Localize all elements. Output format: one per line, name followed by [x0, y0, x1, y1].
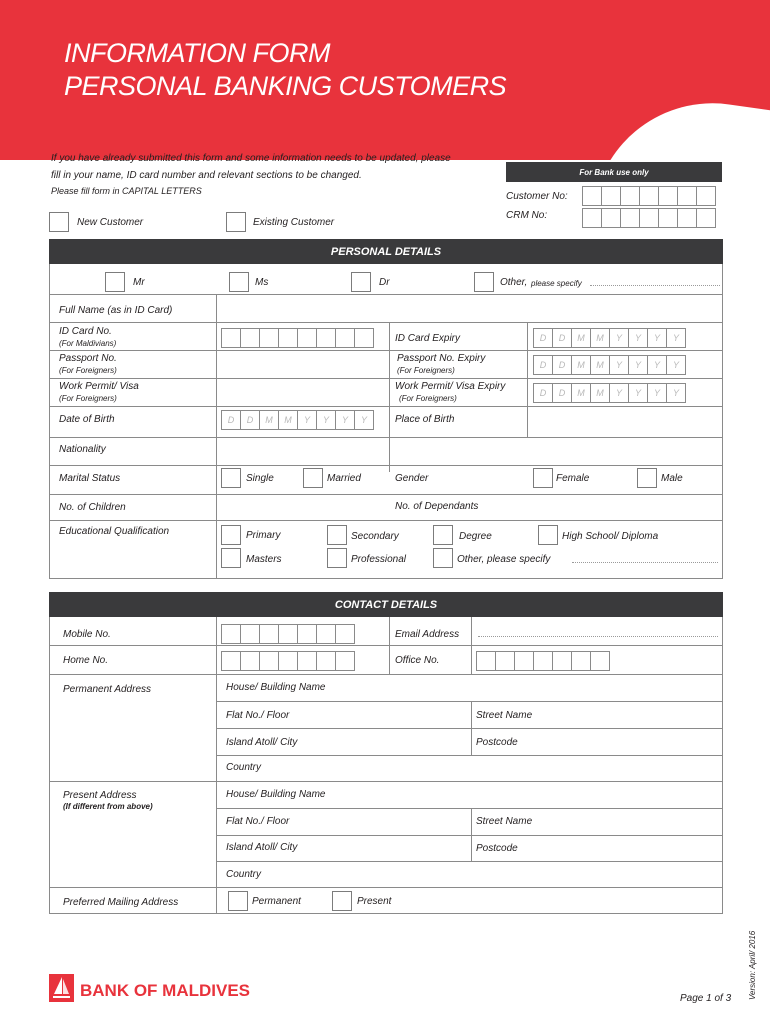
customer-no-cells[interactable] [582, 186, 715, 206]
work-permit-field[interactable] [217, 379, 388, 405]
id-card-note: (For Maldivians) [59, 339, 117, 348]
mail-permanent-checkbox[interactable] [228, 891, 248, 911]
intro-line3: Please fill form in CAPITAL LETTERS [51, 186, 202, 196]
full-name-label: Full Name (as in ID Card) [59, 305, 173, 316]
title-mr-checkbox[interactable] [105, 272, 125, 292]
contact-details-header: CONTACT DETAILS [49, 592, 723, 617]
id-card-cells[interactable] [221, 328, 373, 348]
form-title-line1: INFORMATION FORM [64, 38, 330, 68]
perm-postcode-label: Postcode [476, 737, 518, 748]
present-address-note: (If different from above) [63, 802, 153, 811]
email-label: Email Address [395, 629, 460, 640]
date-cell[interactable]: D [552, 383, 572, 403]
date-cell[interactable]: D [552, 328, 572, 348]
children-label: No. of Children [59, 502, 126, 513]
crm-no-label: CRM No: [506, 210, 548, 221]
date-cell[interactable]: Y [335, 410, 355, 430]
perm-street-label: Street Name [476, 710, 533, 721]
date-cell[interactable]: Y [647, 383, 667, 403]
bank-use-header: For Bank use only [506, 162, 722, 182]
edu-masters-checkbox[interactable] [221, 548, 241, 568]
nationality-label: Nationality [59, 444, 106, 455]
male-checkbox[interactable] [637, 468, 657, 488]
existing-customer-label: Existing Customer [253, 217, 335, 228]
date-cell[interactable]: D [221, 410, 241, 430]
pres-flat-label: Flat No./ Floor [226, 816, 290, 827]
id-card-label: ID Card No. [59, 326, 112, 337]
page-number: Page 1 of 3 [680, 993, 732, 1004]
mobile-cells[interactable] [221, 624, 354, 644]
perm-island-label: Island Atoll/ City [226, 737, 298, 748]
married-label: Married [327, 473, 361, 484]
present-address-label: Present Address [63, 790, 137, 801]
female-checkbox[interactable] [533, 468, 553, 488]
date-cell[interactable]: Y [666, 383, 686, 403]
mail-permanent-label: Permanent [252, 896, 301, 907]
id-expiry-date-cells[interactable] [533, 328, 685, 348]
place-of-birth-field[interactable] [528, 407, 721, 436]
title-mr-label: Mr [133, 277, 145, 288]
work-permit-expiry-label: Work Permit/ Visa Expiry [395, 381, 506, 392]
intro-line1: If you have already submitted this form and some information needs to be updated, please [51, 153, 451, 164]
passport-label: Passport No. [59, 353, 117, 364]
personal-details-header: PERSONAL DETAILS [49, 239, 723, 264]
dob-label: Date of Birth [59, 414, 115, 425]
work-permit-expiry-note: (For Foreigners) [399, 394, 457, 403]
edu-primary-checkbox[interactable] [221, 525, 241, 545]
work-permit-label: Work Permit/ Visa [59, 381, 139, 392]
date-cell[interactable]: Y [316, 410, 336, 430]
passport-note: (For Foreigners) [59, 366, 117, 375]
married-checkbox[interactable] [303, 468, 323, 488]
date-cell[interactable]: Y [354, 410, 374, 430]
title-other-checkbox[interactable] [474, 272, 494, 292]
date-cell[interactable]: D [533, 328, 553, 348]
date-cell[interactable]: Y [628, 383, 648, 403]
pres-island-label: Island Atoll/ City [226, 842, 298, 853]
title-other-specify: please specify [531, 279, 582, 288]
bank-logo-icon [49, 974, 74, 1002]
email-field[interactable] [478, 636, 718, 637]
mail-present-checkbox[interactable] [332, 891, 352, 911]
form-title-line2: PERSONAL BANKING CUSTOMERS [64, 71, 507, 101]
dependants-field[interactable] [528, 495, 721, 519]
date-cell[interactable]: M [278, 410, 298, 430]
edu-professional-label: Professional [351, 554, 407, 565]
date-cell[interactable]: M [259, 410, 279, 430]
edu-other-field[interactable] [572, 562, 718, 563]
date-cell[interactable]: Y [647, 328, 667, 348]
date-cell[interactable]: Y [297, 410, 317, 430]
mobile-label: Mobile No. [63, 629, 111, 640]
new-customer-label: New Customer [77, 217, 144, 228]
edu-masters-label: Masters [246, 554, 282, 565]
date-cell[interactable]: Y [666, 328, 686, 348]
existing-customer-checkbox[interactable] [226, 212, 246, 232]
title-dr-label: Dr [379, 277, 390, 288]
passport-expiry-label: Passport No. Expiry [397, 353, 486, 364]
permanent-address-label: Permanent Address [63, 684, 152, 695]
dob-date-cells[interactable] [221, 410, 373, 430]
edu-degree-checkbox[interactable] [433, 525, 453, 545]
title-ms-label: Ms [255, 277, 269, 288]
date-cell[interactable]: D [533, 383, 553, 403]
title-dr-checkbox[interactable] [351, 272, 371, 292]
single-label: Single [246, 473, 274, 484]
female-label: Female [556, 473, 590, 484]
office-no-label: Office No. [395, 655, 440, 666]
male-label: Male [661, 473, 683, 484]
work-permit-expiry-date-cells[interactable] [533, 383, 685, 403]
gender-label: Gender [395, 473, 429, 484]
place-of-birth-label: Place of Birth [395, 414, 455, 425]
edu-secondary-checkbox[interactable] [327, 525, 347, 545]
mail-present-label: Present [357, 896, 392, 907]
single-checkbox[interactable] [221, 468, 241, 488]
pres-house-label: House/ Building Name [226, 789, 326, 800]
home-no-label: Home No. [63, 655, 109, 666]
pres-street-label: Street Name [476, 816, 533, 827]
preferred-mailing-label: Preferred Mailing Address [63, 897, 179, 908]
education-label: Educational Qualification [59, 526, 170, 537]
date-cell[interactable]: M [590, 355, 610, 375]
edu-other-checkbox[interactable] [433, 548, 453, 568]
pres-country-label: Country [226, 869, 262, 880]
crm-no-cells[interactable] [582, 208, 715, 228]
date-cell[interactable]: Y [609, 328, 629, 348]
date-cell[interactable]: D [552, 355, 572, 375]
passport-field[interactable] [217, 351, 388, 377]
date-cell[interactable]: M [571, 355, 591, 375]
banner-curve [594, 88, 770, 160]
nationality-field[interactable] [217, 438, 721, 464]
title-other-field[interactable] [590, 285, 720, 286]
work-permit-note: (For Foreigners) [59, 394, 117, 403]
date-cell[interactable]: M [590, 383, 610, 403]
intro-line2: fill in your name, ID card number and relevant sections to be changed. [51, 170, 362, 181]
bank-name: BANK OF MALDIVES [80, 981, 250, 1000]
home-no-cells[interactable] [221, 651, 354, 671]
full-name-field[interactable] [217, 296, 721, 320]
passport-expiry-date-cells[interactable] [533, 355, 685, 375]
date-cell[interactable]: D [533, 355, 553, 375]
office-no-cells[interactable] [476, 651, 609, 671]
dependants-label: No. of Dependants [395, 501, 479, 512]
date-cell[interactable]: Y [609, 383, 629, 403]
perm-flat-label: Flat No./ Floor [226, 710, 290, 721]
edu-degree-label: Degree [459, 531, 492, 542]
pres-postcode-label: Postcode [476, 843, 518, 854]
contact-details-table [49, 617, 723, 914]
edu-other-label: Other, please specify [457, 554, 551, 565]
perm-country-label: Country [226, 762, 262, 773]
date-cell[interactable]: Y [647, 355, 667, 375]
date-cell[interactable]: M [571, 383, 591, 403]
new-customer-checkbox[interactable] [49, 212, 69, 232]
edu-highschool-checkbox[interactable] [538, 525, 558, 545]
children-field[interactable] [217, 495, 388, 519]
date-cell[interactable]: Y [666, 355, 686, 375]
date-cell[interactable]: D [240, 410, 260, 430]
perm-house-label: House/ Building Name [226, 682, 326, 693]
header-banner [0, 0, 770, 160]
passport-expiry-note: (For Foreigners) [397, 366, 455, 375]
edu-secondary-label: Secondary [351, 531, 399, 542]
date-cell[interactable]: M [590, 328, 610, 348]
date-cell[interactable]: M [571, 328, 591, 348]
date-cell[interactable]: Y [628, 355, 648, 375]
title-ms-checkbox[interactable] [229, 272, 249, 292]
date-cell[interactable]: Y [628, 328, 648, 348]
marital-status-label: Marital Status [59, 473, 121, 484]
id-expiry-label: ID Card Expiry [395, 333, 461, 344]
customer-no-label: Customer No: [506, 191, 568, 202]
edu-professional-checkbox[interactable] [327, 548, 347, 568]
date-cell[interactable]: Y [609, 355, 629, 375]
version-label: Version: April/ 2016 [748, 930, 757, 1000]
edu-primary-label: Primary [246, 530, 281, 541]
edu-highschool-label: High School/ Diploma [562, 531, 659, 542]
title-other-label: Other, [500, 277, 528, 288]
